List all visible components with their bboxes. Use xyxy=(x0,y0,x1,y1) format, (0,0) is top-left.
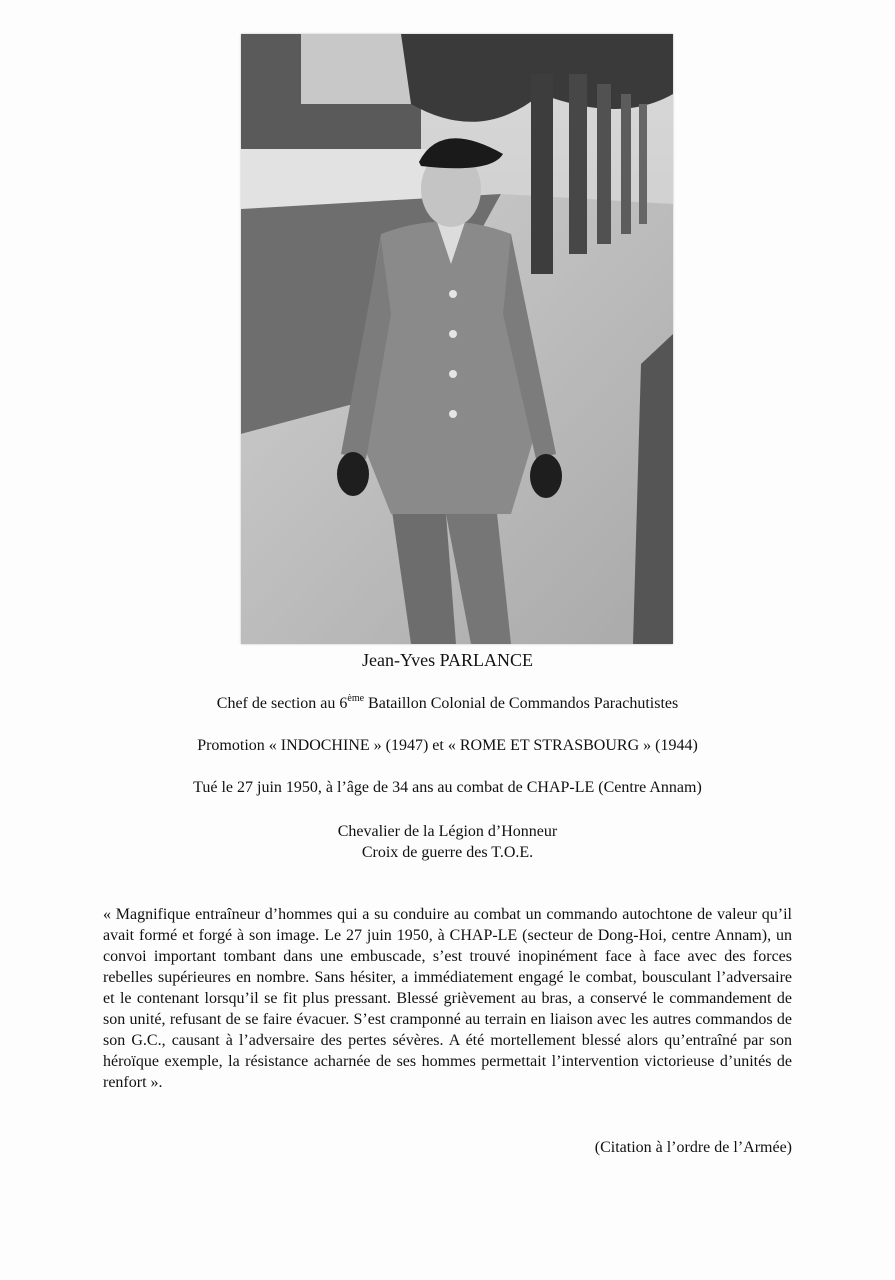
portrait-photo-icon xyxy=(241,34,673,644)
person-name: Jean-Yves PARLANCE xyxy=(361,650,534,670)
rank-superscript: ème xyxy=(347,693,365,704)
honour-croix-de-guerre: Croix de guerre des T.O.E. xyxy=(361,844,534,861)
rank-line xyxy=(0,694,895,714)
citation-text: « Magnifique entraîneur d’hommes qui a su conduire au combat un commando autochtone de valeur qu’il avait formé et forgé à son image. Le 27 juin 1950, à CHAP-LE (secteur de Dong-Hoi, centre Annam), un convoi important tombant dans une embuscade, s’est trouvé inopinément face à face avec des forces rebelles supérieures en nombre. Sans hésiter, a immédiatement engagé le combat, bousculant l’adversaire et le contenant lorsqu’il se fit plus pressant. Blessé grièvement au bras, a conservé le commandement de son unité, refusant de se faire évacuer. S’est cramponné au terrain en liaison avec les autres commandos de son G.C., causant à l’adversaire des pertes sévères. A été mortellement blessé alors qu’entraîné par son héroïque exemple, la résistance acharnée de ses hommes permettait l’intervention victorieuse d’unités de renfort ». xyxy=(103,906,792,1091)
death-line: Tué le 27 juin 1950, à l’âge de 34 ans au combat de CHAP-LE (Centre Annam) xyxy=(193,779,702,796)
citation-source: (Citation à l’ordre de l’Armée) xyxy=(594,1139,792,1156)
promotion-line: Promotion « INDOCHINE » (1947) et « ROME ET STRASBOURG » (1944) xyxy=(197,737,698,754)
rank-suffix: Bataillon Colonial de Commandos Parachutistes xyxy=(364,695,679,712)
rank-prefix: Chef de section au 6 xyxy=(216,695,348,712)
portrait-photo xyxy=(241,34,673,644)
honour-legion: Chevalier de la Légion d’Honneur xyxy=(337,823,558,840)
